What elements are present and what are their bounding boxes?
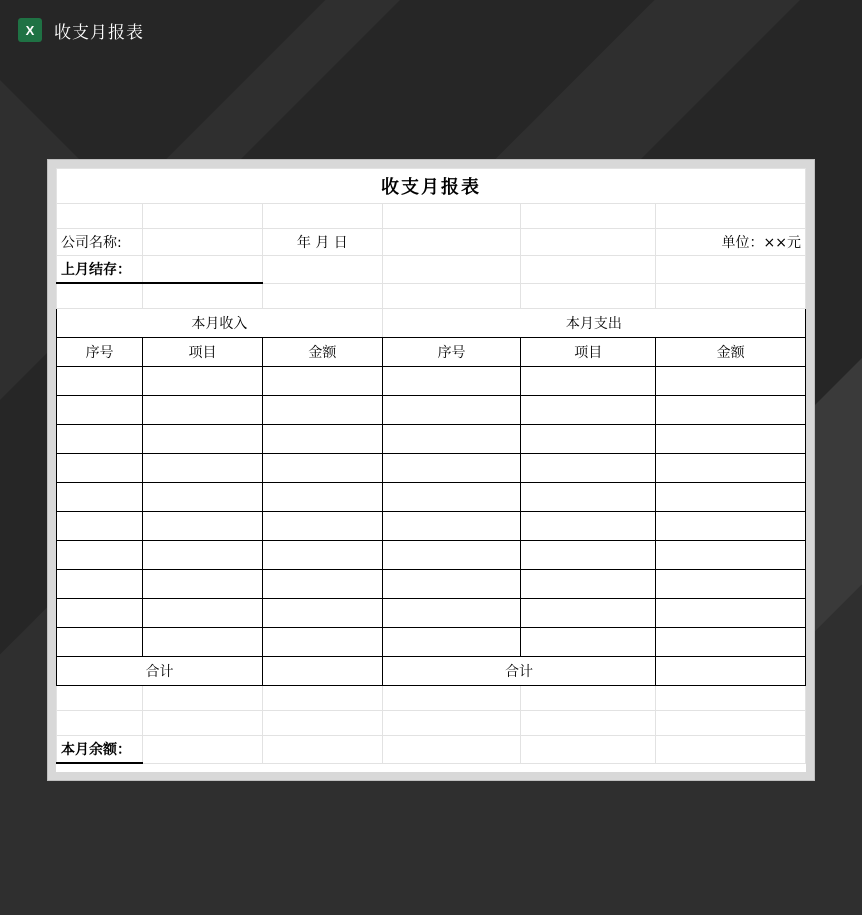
last-balance-label: 上月结存：	[57, 256, 143, 284]
month-balance-label: 本月余额：	[57, 736, 143, 764]
table-row	[57, 396, 806, 425]
cell-income-no[interactable]	[57, 454, 143, 483]
cell-income-amount[interactable]	[262, 425, 382, 454]
cell-income-amount[interactable]	[262, 628, 382, 657]
cell-income-amount[interactable]	[262, 570, 382, 599]
cell-expense-amount[interactable]	[656, 396, 806, 425]
income-col-item: 项目	[143, 338, 263, 367]
income-total-label: 合计	[57, 657, 263, 686]
cell-blank[interactable]	[143, 711, 263, 736]
cell-expense-no[interactable]	[382, 512, 521, 541]
cell-blank[interactable]	[57, 283, 143, 309]
cell-blank[interactable]	[57, 686, 143, 711]
cell-blank[interactable]	[382, 686, 521, 711]
spreadsheet-sheet[interactable]	[56, 168, 806, 772]
cell-income-no[interactable]	[57, 483, 143, 512]
cell-blank[interactable]	[656, 283, 806, 309]
cell-blank[interactable]	[521, 204, 656, 229]
cell-blank[interactable]	[382, 204, 521, 229]
cell-expense-amount[interactable]	[656, 367, 806, 396]
table-row	[57, 570, 806, 599]
cell-expense-no[interactable]	[382, 541, 521, 570]
cell-blank[interactable]	[656, 204, 806, 229]
table-row	[57, 628, 806, 657]
cell-expense-amount[interactable]	[656, 454, 806, 483]
cell-expense-item[interactable]	[521, 367, 656, 396]
table-row	[57, 367, 806, 396]
table-row	[57, 483, 806, 512]
table-row	[57, 309, 806, 338]
expense-col-no: 序号	[382, 338, 521, 367]
cell-income-item[interactable]	[143, 541, 263, 570]
table-row	[57, 512, 806, 541]
company-label: 公司名称:	[57, 229, 143, 256]
cell-blank[interactable]	[143, 204, 263, 229]
cell-blank[interactable]	[262, 283, 382, 309]
table-row	[57, 686, 806, 711]
table-row	[57, 454, 806, 483]
cell-income-item[interactable]	[143, 599, 263, 628]
date-label: 年 月 日	[262, 229, 382, 256]
cell-blank[interactable]	[382, 256, 521, 284]
table-row	[57, 283, 806, 309]
cell-income-no[interactable]	[57, 541, 143, 570]
cell-expense-item[interactable]	[521, 628, 656, 657]
cell-blank[interactable]	[521, 229, 656, 256]
income-col-amount: 金额	[262, 338, 382, 367]
table-row	[57, 256, 806, 284]
cell-expense-no[interactable]	[382, 367, 521, 396]
income-col-no: 序号	[57, 338, 143, 367]
cell-income-amount[interactable]	[262, 512, 382, 541]
cell-income-item[interactable]	[143, 367, 263, 396]
unit-label: 单位：××元	[656, 229, 806, 256]
table-row	[57, 204, 806, 229]
cell-expense-amount[interactable]	[656, 570, 806, 599]
table-row	[57, 599, 806, 628]
cell-blank[interactable]	[521, 283, 656, 309]
cell-income-no[interactable]	[57, 628, 143, 657]
cell-blank[interactable]	[382, 736, 521, 764]
cell-income-amount[interactable]	[262, 599, 382, 628]
expense-col-item: 项目	[521, 338, 656, 367]
cell-income-amount[interactable]	[262, 483, 382, 512]
cell-income-item[interactable]	[143, 628, 263, 657]
cell-expense-item[interactable]	[521, 512, 656, 541]
cell-expense-amount[interactable]	[656, 425, 806, 454]
cell-expense-amount[interactable]	[656, 512, 806, 541]
cell-expense-no[interactable]	[382, 599, 521, 628]
cell-blank[interactable]	[521, 256, 656, 284]
cell-income-amount[interactable]	[262, 367, 382, 396]
cell-expense-item[interactable]	[521, 541, 656, 570]
cell-blank[interactable]	[382, 711, 521, 736]
table-row	[57, 425, 806, 454]
cell-blank[interactable]	[143, 229, 263, 256]
cell-blank[interactable]	[521, 686, 656, 711]
cell-income-no[interactable]	[57, 396, 143, 425]
month-balance-value[interactable]	[143, 736, 263, 764]
cell-expense-item[interactable]	[521, 599, 656, 628]
cell-income-item[interactable]	[143, 570, 263, 599]
cell-expense-amount[interactable]	[656, 599, 806, 628]
cell-blank[interactable]	[262, 204, 382, 229]
cell-expense-item[interactable]	[521, 425, 656, 454]
cell-income-item[interactable]	[143, 425, 263, 454]
cell-income-no[interactable]	[57, 425, 143, 454]
cell-blank[interactable]	[656, 736, 806, 764]
cell-income-amount[interactable]	[262, 454, 382, 483]
table-row	[57, 736, 806, 764]
cell-expense-no[interactable]	[382, 483, 521, 512]
cell-expense-item[interactable]	[521, 396, 656, 425]
cell-blank[interactable]	[57, 204, 143, 229]
expense-section-header: 本月支出	[382, 309, 805, 338]
cell-expense-no[interactable]	[382, 454, 521, 483]
cell-income-amount[interactable]	[262, 541, 382, 570]
cell-expense-no[interactable]	[382, 570, 521, 599]
cell-blank[interactable]	[656, 256, 806, 284]
cell-expense-amount[interactable]	[656, 541, 806, 570]
cell-blank[interactable]	[382, 283, 521, 309]
cell-income-no[interactable]	[57, 599, 143, 628]
cell-blank[interactable]	[521, 711, 656, 736]
cell-blank[interactable]	[143, 686, 263, 711]
cell-blank[interactable]	[521, 736, 656, 764]
table-row	[57, 711, 806, 736]
last-balance-value[interactable]	[143, 256, 263, 284]
cell-blank[interactable]	[143, 283, 263, 309]
cell-blank[interactable]	[656, 711, 806, 736]
expense-col-amount: 金额	[656, 338, 806, 367]
expense-total-label: 合计	[382, 657, 655, 686]
cell-expense-item[interactable]	[521, 570, 656, 599]
cell-income-item[interactable]	[143, 483, 263, 512]
spreadsheet-frame	[48, 160, 814, 780]
table-row	[57, 541, 806, 570]
table-row	[57, 229, 806, 256]
cell-blank[interactable]	[57, 711, 143, 736]
report-table[interactable]	[56, 168, 806, 764]
cell-blank[interactable]	[382, 229, 521, 256]
cell-income-no[interactable]	[57, 512, 143, 541]
report-title: 收支月报表	[57, 169, 806, 204]
cell-blank[interactable]	[262, 686, 382, 711]
cell-expense-amount[interactable]	[656, 483, 806, 512]
expense-total-value[interactable]	[656, 657, 806, 686]
cell-income-no[interactable]	[57, 570, 143, 599]
cell-income-item[interactable]	[143, 396, 263, 425]
cell-expense-item[interactable]	[521, 454, 656, 483]
income-total-value[interactable]	[262, 657, 382, 686]
cell-expense-no[interactable]	[382, 396, 521, 425]
cell-expense-item[interactable]	[521, 483, 656, 512]
title-bar	[0, 0, 862, 60]
cell-blank[interactable]	[262, 736, 382, 764]
cell-expense-no[interactable]	[382, 425, 521, 454]
cell-income-amount[interactable]	[262, 396, 382, 425]
income-section-header: 本月收入	[57, 309, 383, 338]
table-row	[57, 657, 806, 686]
cell-income-item[interactable]	[143, 454, 263, 483]
cell-expense-amount[interactable]	[656, 628, 806, 657]
cell-expense-no[interactable]	[382, 628, 521, 657]
cell-blank[interactable]	[262, 711, 382, 736]
cell-blank[interactable]	[656, 686, 806, 711]
cell-income-item[interactable]	[143, 512, 263, 541]
window-title: 收支月报表	[54, 22, 144, 42]
excel-icon-glyph: X	[25, 22, 35, 38]
cell-blank[interactable]	[262, 256, 382, 284]
cell-income-no[interactable]	[57, 367, 143, 396]
excel-icon	[18, 18, 42, 42]
table-row	[57, 169, 806, 204]
table-row	[57, 338, 806, 367]
